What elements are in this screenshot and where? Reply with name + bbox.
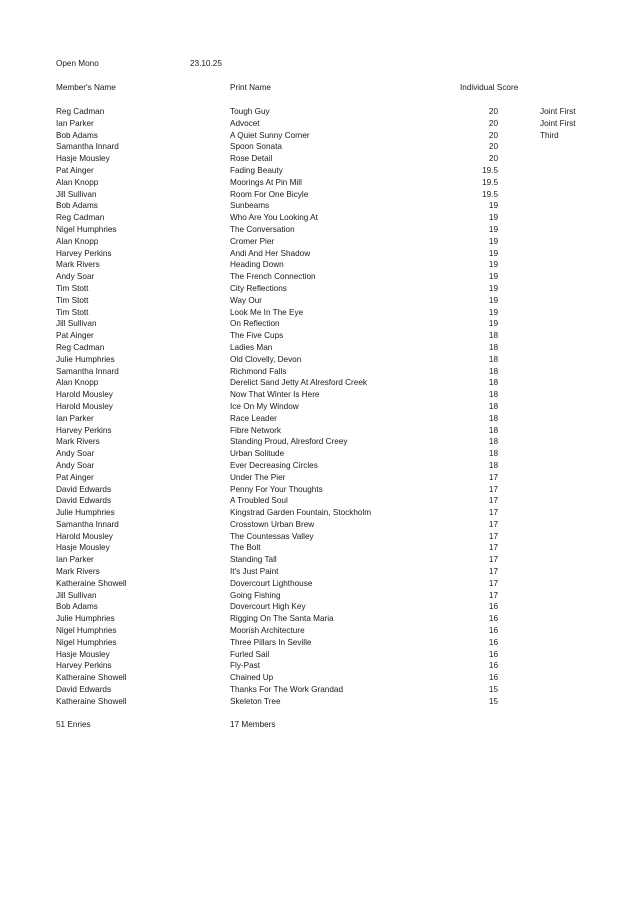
member-name: Nigel Humphries [56,637,117,647]
member-name: David Edwards [56,484,112,494]
table-row [56,649,586,661]
individual-score: 18 [488,449,498,459]
individual-score: 18 [488,331,498,341]
member-name: Pat Ainger [56,165,94,175]
table-row [56,613,586,625]
table-row [56,472,586,484]
member-name: Julie Humphries [56,354,115,364]
print-name: Advocet [230,118,260,128]
table-row [56,531,586,543]
member-name: Andy Soar [56,272,95,282]
print-name: Dovercourt Lighthouse [230,578,313,588]
table-row [56,684,586,696]
individual-score: 20 [488,142,498,152]
table-row [56,141,586,153]
member-name: Reg Cadman [56,213,105,223]
individual-score: 19.5 [482,177,498,187]
print-name: A Quiet Sunny Corner [230,130,310,140]
competition-title: Open Mono [56,59,99,68]
print-name: The Bolt [230,543,261,553]
print-name: Room For One Bicyle [230,189,309,199]
print-name: Penny For Your Thoughts [230,484,323,494]
print-name: Standing Proud, Alresford Creey [230,437,348,447]
member-name: Samantha Innard [56,519,119,529]
individual-score: 18 [488,390,498,400]
print-name: Fading Beauty [230,165,283,175]
member-name: Katheraine Showell [56,673,127,683]
score-column-header: Individual Score [460,83,519,92]
print-name: Way Our [230,295,262,305]
print-name: Who Are You Looking At [230,213,318,223]
individual-score: 19 [488,307,498,317]
table-row [56,413,586,425]
print-name: Andi And Her Shadow [230,248,311,258]
print-name: The Five Cups [230,331,284,341]
member-name: Katheraine Showell [56,696,127,706]
table-row [56,460,586,472]
print-name: Skeleton Tree [230,696,281,706]
entries-total: 51 Enries [56,720,91,729]
member-name: Reg Cadman [56,342,105,352]
individual-score: 20 [488,118,498,128]
member-name: Mark Rivers [56,437,100,447]
member-name: Tim Stott [56,295,89,305]
table-row [56,283,586,295]
table-row [56,672,586,684]
table-row [56,566,586,578]
print-name: Now That Winter Is Here [230,390,320,400]
table-row [56,165,586,177]
member-name: Tim Stott [56,307,89,317]
table-row [56,271,586,283]
individual-score: 17 [488,519,498,529]
individual-score: 19 [488,236,498,246]
member-name: Ian Parker [56,118,94,128]
print-name: Crosstown Urban Brew [230,519,315,529]
table-row [56,200,586,212]
placing: Joint First [540,107,576,116]
member-name: Harold Mousley [56,531,113,541]
print-name: Standing Tall [230,555,277,565]
individual-score: 17 [488,555,498,565]
placing: Joint First [540,118,576,128]
table-row [56,519,586,531]
member-name: Ian Parker [56,555,94,565]
table-row [56,495,586,507]
member-name: Mark Rivers [56,567,100,577]
individual-score: 18 [488,378,498,388]
print-column-header: Print Name [230,83,271,92]
print-name: Three Pillars In Seville [230,637,312,647]
table-row [56,436,586,448]
table-row [56,130,586,142]
member-name: Samantha Innard [56,142,119,152]
table-row [56,590,586,602]
individual-score: 18 [488,366,498,376]
print-name: Ice On My Window [230,401,299,411]
table-row [56,330,586,342]
print-name: Chained Up [230,673,274,683]
print-name: Tough Guy [230,107,270,116]
individual-score: 17 [488,472,498,482]
member-name: Nigel Humphries [56,224,117,234]
individual-score: 19 [488,272,498,282]
individual-score: 18 [488,401,498,411]
individual-score: 18 [488,460,498,470]
table-row [56,118,586,130]
member-name: Katheraine Showell [56,578,127,588]
print-name: The Conversation [230,224,295,234]
member-column-header: Member's Name [56,83,116,92]
table-row [56,425,586,437]
print-name: Spoon Sonata [230,142,282,152]
print-name: The French Connection [230,272,316,282]
member-name: Alan Knopp [56,378,99,388]
print-name: Race Leader [230,413,277,423]
member-name: Hasje Mousley [56,649,110,659]
table-row [56,307,586,319]
print-name: Kingstrad Garden Fountain, Stockholm [230,508,372,518]
print-name: Thanks For The Work Grandad [230,685,344,695]
individual-score: 16 [488,661,498,671]
member-name: David Edwards [56,685,112,695]
member-name: Tim Stott [56,283,89,293]
table-row [56,389,586,401]
table-row [56,448,586,460]
table-row [56,625,586,637]
table-row [56,295,586,307]
individual-score: 17 [488,508,498,518]
table-row [56,401,586,413]
print-name: Dovercourt High Key [230,602,306,612]
individual-score: 20 [488,130,498,140]
individual-score: 18 [488,425,498,435]
print-name: Furled Sail [230,649,270,659]
member-name: Reg Cadman [56,107,105,116]
individual-score: 19 [488,295,498,305]
individual-score: 16 [488,673,498,683]
individual-score: 16 [488,602,498,612]
table-row [56,342,586,354]
member-name: Andy Soar [56,460,95,470]
print-name: Fibre Network [230,425,281,435]
member-name: Hasje Mousley [56,154,110,164]
print-name: City Reflections [230,283,287,293]
table-row [56,660,586,672]
table-row [56,106,586,118]
member-name: Bob Adams [56,602,98,612]
results-footer [56,720,576,731]
results-table [56,106,586,708]
table-row [56,377,586,389]
member-name: Alan Knopp [56,236,99,246]
print-name: Urban Solitude [230,449,285,459]
individual-score: 18 [488,342,498,352]
print-name: Rose Detail [230,154,273,164]
individual-score: 19 [488,260,498,270]
member-name: Jill Sullivan [56,319,97,329]
member-name: Andy Soar [56,449,95,459]
print-name: Moorings At Pin Mill [230,177,302,187]
member-name: Ian Parker [56,413,94,423]
member-name: Bob Adams [56,201,98,211]
table-row [56,507,586,519]
print-name: Fly-Past [230,661,261,671]
individual-score: 19.5 [482,165,498,175]
print-name: Old Clovelly, Devon [230,354,302,364]
individual-score: 15 [488,685,498,695]
table-row [56,153,586,165]
individual-score: 20 [488,154,498,164]
print-name: Look Me In The Eye [230,307,304,317]
print-name: Richmond Falls [230,366,287,376]
member-name: Jill Sullivan [56,590,97,600]
individual-score: 17 [488,567,498,577]
individual-score: 19 [488,248,498,258]
competition-meta [56,59,576,70]
individual-score: 19 [488,201,498,211]
competition-date: 23.10.25 [190,59,222,68]
table-row [56,212,586,224]
individual-score: 17 [488,578,498,588]
member-name: Mark Rivers [56,260,100,270]
individual-score: 19.5 [482,189,498,199]
member-name: Harold Mousley [56,401,113,411]
member-name: Pat Ainger [56,472,94,482]
member-name: Alan Knopp [56,177,99,187]
member-name: Harvey Perkins [56,248,112,258]
individual-score: 17 [488,590,498,600]
table-row [56,637,586,649]
table-row [56,318,586,330]
print-name: Going Fishing [230,590,281,600]
member-name: Harvey Perkins [56,425,112,435]
table-row [56,236,586,248]
individual-score: 15 [488,696,498,706]
member-name: Harold Mousley [56,390,113,400]
individual-score: 18 [488,354,498,364]
individual-score: 16 [488,649,498,659]
table-row [56,542,586,554]
individual-score: 16 [488,614,498,624]
table-row [56,484,586,496]
members-total: 17 Members [230,720,276,729]
print-name: Ever Decreasing Circles [230,460,318,470]
print-name: Sunbeams [230,201,270,211]
individual-score: 19 [488,283,498,293]
print-name: The Countessas Valley [230,531,314,541]
print-name: Ladies Man [230,342,273,352]
member-name: Jill Sullivan [56,189,97,199]
member-name: Julie Humphries [56,614,115,624]
table-row [56,189,586,201]
print-name: Cromer Pier [230,236,275,246]
table-row [56,248,586,260]
table-row [56,259,586,271]
individual-score: 16 [488,626,498,636]
individual-score: 17 [488,496,498,506]
print-name: On Reflection [230,319,280,329]
member-name: David Edwards [56,496,112,506]
individual-score: 17 [488,531,498,541]
member-name: Pat Ainger [56,331,94,341]
individual-score: 16 [488,637,498,647]
print-name: Under The Pier [230,472,286,482]
individual-score: 20 [488,107,498,116]
table-row [56,177,586,189]
table-row [56,696,586,708]
table-row [56,354,586,366]
member-name: Nigel Humphries [56,626,117,636]
individual-score: 19 [488,224,498,234]
member-name: Bob Adams [56,130,98,140]
table-row [56,554,586,566]
print-name: A Troubled Soul [230,496,288,506]
table-row [56,601,586,613]
print-name: Moorish Architecture [230,626,305,636]
member-name: Harvey Perkins [56,661,112,671]
column-headers [56,83,576,94]
individual-score: 17 [488,484,498,494]
member-name: Hasje Mousley [56,543,110,553]
print-name: It's Just Paint [230,567,279,577]
print-name: Rigging On The Santa Maria [230,614,334,624]
print-name: Heading Down [230,260,284,270]
individual-score: 18 [488,437,498,447]
placing: Third [540,130,559,140]
individual-score: 17 [488,543,498,553]
print-name: Derelict Sand Jetty At Alresford Creek [230,378,367,388]
table-row [56,366,586,378]
member-name: Julie Humphries [56,508,115,518]
individual-score: 18 [488,413,498,423]
table-row [56,578,586,590]
individual-score: 19 [488,213,498,223]
individual-score: 19 [488,319,498,329]
table-row [56,224,586,236]
member-name: Samantha Innard [56,366,119,376]
